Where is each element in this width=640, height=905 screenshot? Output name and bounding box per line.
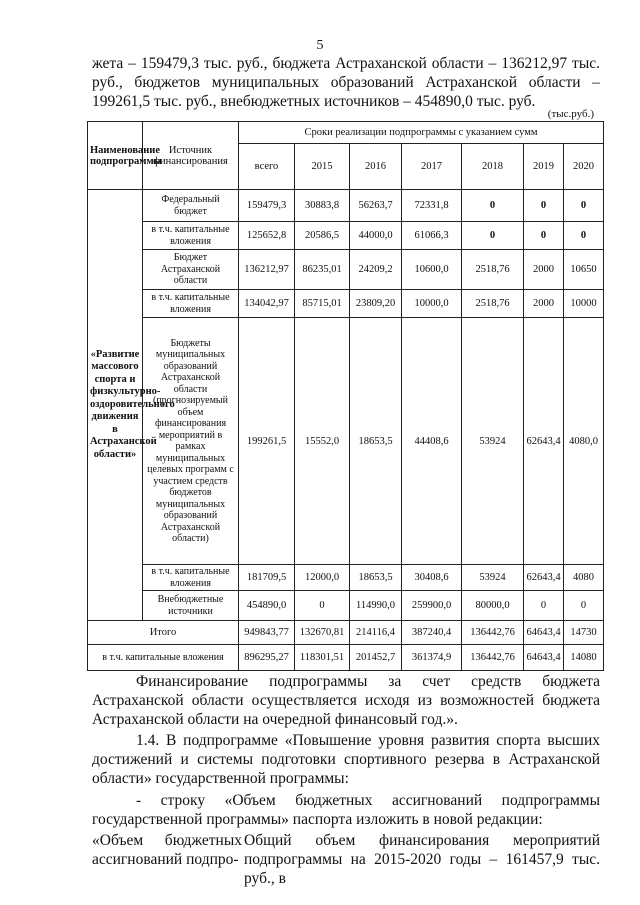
value-cell: 53924 xyxy=(462,318,524,565)
header-name-cell: Наименование подпрограммы xyxy=(88,122,143,190)
total-value: 64643,4 xyxy=(524,645,564,671)
total-value: 64643,4 xyxy=(524,621,564,645)
value-cell: 44408,6 xyxy=(402,318,462,565)
value-cell: 259900,0 xyxy=(402,591,462,621)
unit-note: (тыс.руб.) xyxy=(547,108,594,120)
total-value: 896295,27 xyxy=(239,645,295,671)
total-value: 118301,51 xyxy=(295,645,350,671)
total-value: 387240,4 xyxy=(402,621,462,645)
header-year: 2020 xyxy=(564,144,604,190)
header-year: 2017 xyxy=(402,144,462,190)
value-cell: 2518,76 xyxy=(462,250,524,290)
total-value: 214116,4 xyxy=(350,621,402,645)
total-value: 361374,9 xyxy=(402,645,462,671)
total-value: 14730 xyxy=(564,621,604,645)
page-number: 5 xyxy=(316,38,324,53)
value-cell: 159479,3 xyxy=(239,190,295,222)
value-cell: 4080 xyxy=(564,565,604,591)
passport-row-value: Общий объем финансирования мероприятий подпрограммы на 2015-2020 годы – 161457,9 тыс. руб., в xyxy=(244,832,600,888)
header-year: 2016 xyxy=(350,144,402,190)
value-cell: 85715,01 xyxy=(295,290,350,318)
value-cell: 12000,0 xyxy=(295,565,350,591)
program-name-cell: «Развитие массового спорта и физкультурно-оздоровительного движения в Астраханской области» xyxy=(88,190,143,621)
header-year: 2018 xyxy=(462,144,524,190)
value-cell: 0 xyxy=(462,222,524,250)
value-cell: 454890,0 xyxy=(239,591,295,621)
header-year: 2015 xyxy=(295,144,350,190)
total-label: Итого xyxy=(88,621,239,645)
total-capital-label: в т.ч. капитальные вложения xyxy=(88,645,239,671)
total-value: 136442,76 xyxy=(462,621,524,645)
value-cell: 80000,0 xyxy=(462,591,524,621)
subsection-1-4-paragraph: 1.4. В подпрограмме «Повышение уровня развития спорта высших достижений и системы подготовки спортивного резерва в Астраханской области» государственной программы: xyxy=(92,732,600,788)
value-cell: 181709,5 xyxy=(239,565,295,591)
value-cell: 30408,6 xyxy=(402,565,462,591)
value-cell: 2000 xyxy=(524,250,564,290)
intro-paragraph: жета – 159479,3 тыс. руб., бюджета Астраханской области – 136212,97 тыс. руб., бюджетов муниципальных образований Астраханской области – 199261,5 тыс. руб., внебюджетных источников – 454890,0 тыс. руб. xyxy=(92,55,600,110)
header-source-cell: Источник финансирования xyxy=(143,122,239,190)
passport-row-label: «Объем бюджетных ассигнований подпро- xyxy=(92,832,242,869)
value-cell: 10000 xyxy=(564,290,604,318)
value-cell: 61066,3 xyxy=(402,222,462,250)
value-cell: 44000,0 xyxy=(350,222,402,250)
value-cell: 23809,20 xyxy=(350,290,402,318)
total-value: 14080 xyxy=(564,645,604,671)
value-cell: 30883,8 xyxy=(295,190,350,222)
source-cell: в т.ч. капитальные вложения xyxy=(143,290,239,318)
value-cell: 0 xyxy=(564,222,604,250)
value-cell: 15552,0 xyxy=(295,318,350,565)
value-cell: 20586,5 xyxy=(295,222,350,250)
financing-table xyxy=(87,121,604,671)
source-cell: в т.ч. капитальные вложения xyxy=(143,565,239,591)
value-cell: 2518,76 xyxy=(462,290,524,318)
header-year: 2019 xyxy=(524,144,564,190)
value-cell: 0 xyxy=(462,190,524,222)
value-cell: 24209,2 xyxy=(350,250,402,290)
financing-note-paragraph: Финансирование подпрограммы за счет средств бюджета Астраханской области осуществляется исходя из возможностей бюджета Астраханской области на очередной финансовый год.». xyxy=(92,673,600,729)
value-cell: 10600,0 xyxy=(402,250,462,290)
value-cell: 62643,4 xyxy=(524,318,564,565)
source-cell: Бюджет Астраханской области xyxy=(143,250,239,290)
total-value: 949843,77 xyxy=(239,621,295,645)
value-cell: 199261,5 xyxy=(239,318,295,565)
value-cell: 134042,97 xyxy=(239,290,295,318)
source-cell: Внебюджетные источники xyxy=(143,591,239,621)
value-cell: 62643,4 xyxy=(524,565,564,591)
header-periods-title: Сроки реализации подпрограммы с указанием сумм xyxy=(239,122,604,144)
header-year: всего xyxy=(239,144,295,190)
value-cell: 18653,5 xyxy=(350,565,402,591)
total-value: 136442,76 xyxy=(462,645,524,671)
value-cell: 72331,8 xyxy=(402,190,462,222)
total-value: 132670,81 xyxy=(295,621,350,645)
value-cell: 0 xyxy=(564,190,604,222)
value-cell: 0 xyxy=(524,222,564,250)
value-cell: 0 xyxy=(564,591,604,621)
source-cell: Федеральный бюджет xyxy=(143,190,239,222)
value-cell: 4080,0 xyxy=(564,318,604,565)
instruction-paragraph: - строку «Объем бюджетных ассигнований подпрограммы государственной программы» паспорта изложить в новой редакции: xyxy=(92,792,600,829)
value-cell: 53924 xyxy=(462,565,524,591)
value-cell: 2000 xyxy=(524,290,564,318)
value-cell: 0 xyxy=(295,591,350,621)
value-cell: 86235,01 xyxy=(295,250,350,290)
value-cell: 0 xyxy=(524,591,564,621)
source-cell: Бюджеты муниципальных образований Астраханской области (прогнозируемый объем финансирования мероприятий в рамках муниципальных целевых программ с участием средств бюджетов муниципальных образований Астраханской области) xyxy=(143,318,239,565)
value-cell: 18653,5 xyxy=(350,318,402,565)
source-cell: в т.ч. капитальные вложения xyxy=(143,222,239,250)
value-cell: 10000,0 xyxy=(402,290,462,318)
value-cell: 10650 xyxy=(564,250,604,290)
total-value: 201452,7 xyxy=(350,645,402,671)
value-cell: 114990,0 xyxy=(350,591,402,621)
value-cell: 56263,7 xyxy=(350,190,402,222)
value-cell: 136212,97 xyxy=(239,250,295,290)
value-cell: 125652,8 xyxy=(239,222,295,250)
value-cell: 0 xyxy=(524,190,564,222)
passport-row xyxy=(92,831,600,889)
